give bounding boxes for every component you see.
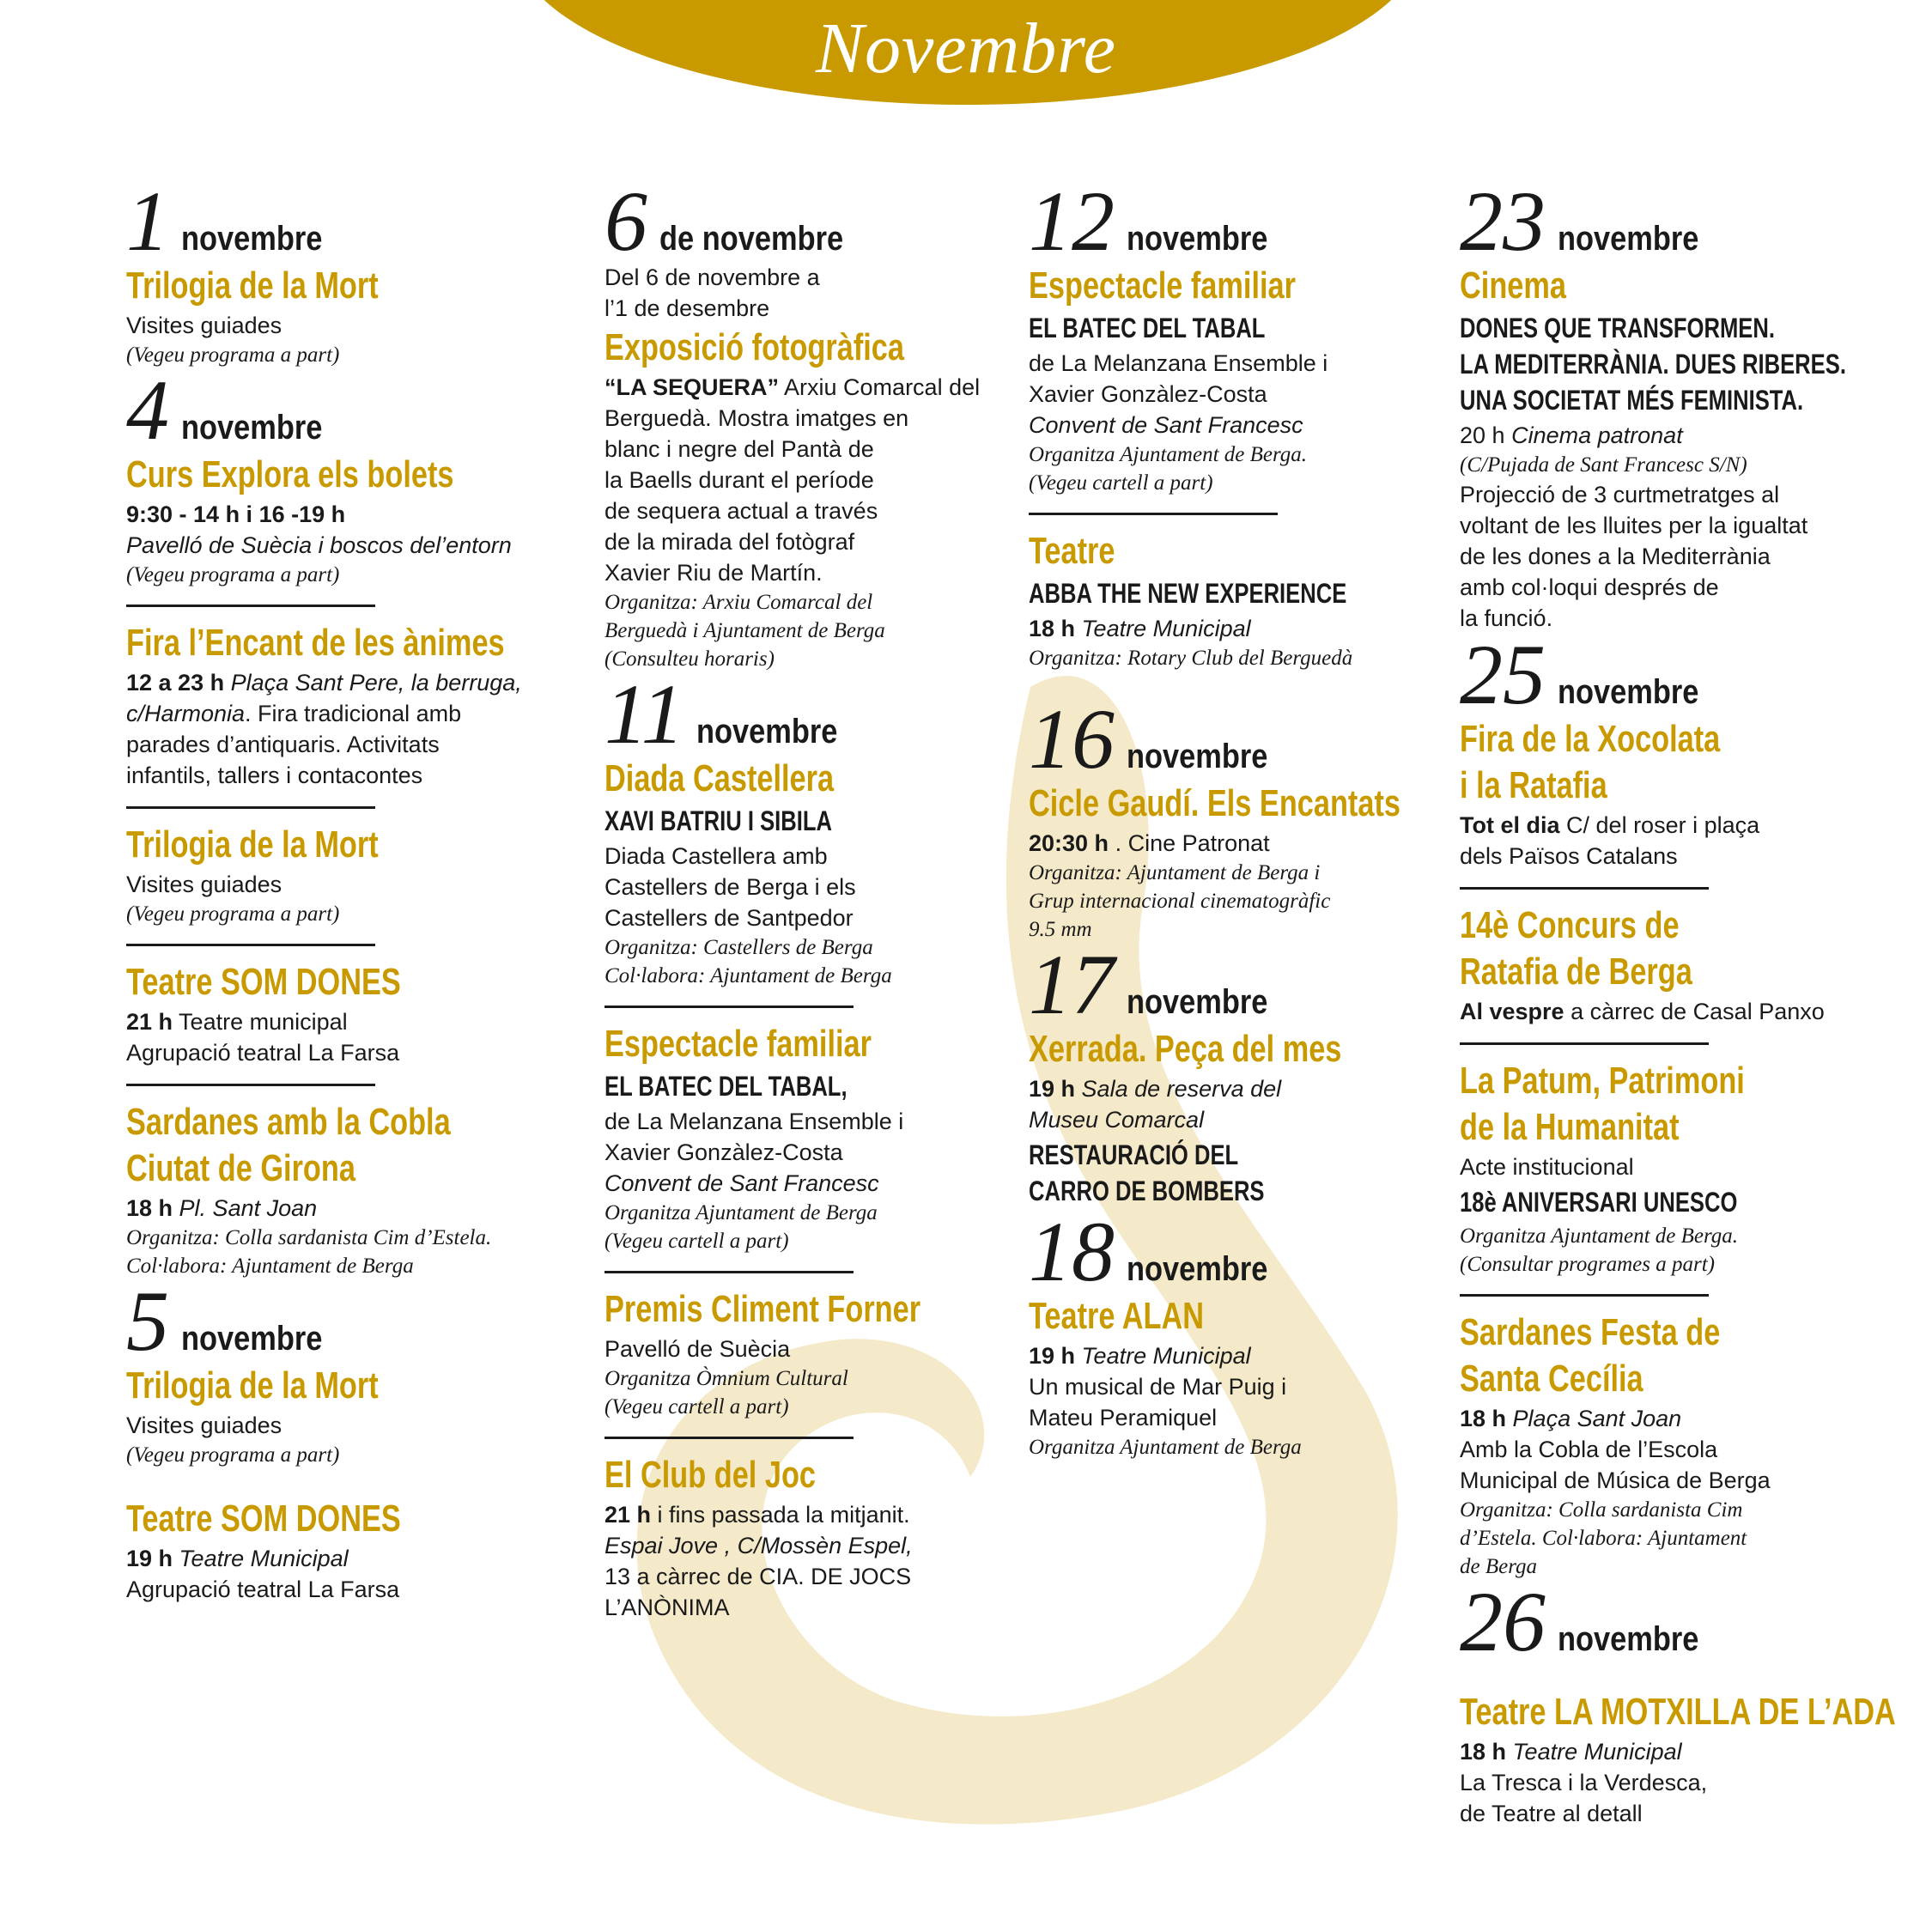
- venue-text: Espai Jove , C/Mossèn Espel,: [605, 1533, 913, 1558]
- event-note: Grup internacional cinematogràfic: [1029, 890, 1331, 913]
- event-subtitle: CARRO DE BOMBERS: [1029, 1176, 1265, 1206]
- event-note: (C/Pujada de Sant Francesc S/N): [1460, 453, 1747, 477]
- divider: [605, 1437, 854, 1439]
- event-title: Ratafia de Berga: [1460, 951, 1692, 993]
- date-number: 12: [1029, 173, 1115, 269]
- event-date: [1029, 937, 1406, 1032]
- date-number: 16: [1029, 691, 1115, 787]
- event-title: Trilogia de la Mort: [126, 1364, 379, 1406]
- date-month: novembre: [181, 409, 323, 447]
- column-1: [126, 173, 538, 1605]
- event-detail: Xavier Gonzàlez-Costa: [1029, 381, 1267, 407]
- event-title: Teatre SOM DONES: [126, 961, 401, 1003]
- event-title: Ciutat de Girona: [126, 1147, 355, 1189]
- event-title: Exposició fotogràfica: [605, 326, 904, 368]
- date-month: de novembre: [659, 220, 844, 258]
- event-detail-mixed: [1029, 1073, 1406, 1104]
- event-detail: voltant de les lluites per la igualtat: [1460, 513, 1808, 538]
- event-detail-mixed: [1460, 420, 1906, 451]
- event-date: [126, 362, 538, 458]
- event-date: [605, 666, 999, 762]
- event-detail: Visites guiades: [126, 1413, 283, 1438]
- bold-part: 19 h: [126, 1546, 173, 1571]
- italic-part: Sala de reserva del: [1081, 1076, 1282, 1102]
- event-note: d’Estela. Col·labora: Ajuntament: [1460, 1527, 1747, 1550]
- divider: [1460, 1294, 1709, 1297]
- bold-part: 21 h: [126, 1009, 173, 1035]
- date-month: novembre: [1127, 738, 1268, 775]
- event-detail: Projecció de 3 curtmetratges al: [1460, 482, 1780, 507]
- event-venue: [605, 1168, 999, 1199]
- event-title: de la Humanitat: [1460, 1106, 1680, 1148]
- event-detail: Visites guiades: [126, 872, 283, 897]
- divider: [1460, 887, 1709, 890]
- event-detail-mixed: [126, 1006, 538, 1037]
- date-month: novembre: [181, 220, 323, 258]
- bold-part: 18 h: [126, 1195, 173, 1221]
- text-part: Teatre municipal: [179, 1009, 348, 1035]
- event-venue: [126, 530, 538, 561]
- event-title: Premis Climent Forner: [605, 1288, 921, 1330]
- event-detail: amb col·loqui després de: [1460, 574, 1719, 600]
- page-title: Novembre: [815, 9, 1117, 88]
- event-date: [1460, 1574, 1906, 1669]
- text-part: 20 h: [1460, 422, 1505, 448]
- event-note: (Vegeu cartell a part): [605, 1230, 789, 1253]
- date-number: 26: [1460, 1574, 1546, 1669]
- divider: [126, 944, 375, 946]
- venue-text: Convent de Sant Francesc: [1029, 412, 1303, 438]
- divider: [605, 1271, 854, 1273]
- event-detail-mixed: [126, 1543, 538, 1574]
- event-note: Organitza Ajuntament de Berga: [1029, 1436, 1302, 1459]
- event-note: Organitza: Colla sardanista Cim d’Estela.: [126, 1226, 492, 1249]
- event-title: Xerrada. Peça del mes: [1029, 1028, 1342, 1070]
- event-detail: parades d’antiquaris. Activitats: [126, 732, 440, 757]
- time-text: 9:30 - 14 h i 16 -19 h: [126, 501, 346, 527]
- event-date: [1029, 1204, 1406, 1299]
- event-detail-mixed: [605, 1499, 999, 1530]
- event-detail: de la mirada del fotògraf: [605, 529, 855, 555]
- divider: [126, 605, 375, 607]
- bold-part: 18 h: [1460, 1739, 1507, 1765]
- event-note: (Consultar programes a part): [1460, 1253, 1716, 1276]
- event-note: Organitza: Arxiu Comarcal del: [605, 591, 873, 614]
- event-note: Col·labora: Ajuntament de Berga: [605, 964, 892, 987]
- event-subtitle: XAVI BATRIU I SIBILA: [605, 805, 833, 836]
- divider: [126, 1084, 375, 1086]
- event-note: Organitza Ajuntament de Berga.: [1029, 443, 1308, 466]
- event-detail-mixed: [1029, 828, 1406, 859]
- event-detail: Castellers de Santpedor: [605, 905, 854, 931]
- event-detail-mixed: [126, 667, 538, 698]
- event-title: i la Ratafia: [1460, 764, 1607, 806]
- bold-part: “LA SEQUERA”: [605, 374, 780, 400]
- event-date: [1029, 173, 1406, 269]
- event-title: Teatre LA MOTXILLA DE L’ADA: [1460, 1691, 1896, 1733]
- event-title: Sardanes Festa de: [1460, 1311, 1721, 1353]
- italic-part: Teatre Municipal: [1081, 616, 1251, 641]
- italic-part: Teatre Municipal: [179, 1546, 349, 1571]
- bold-part: 21 h: [605, 1502, 652, 1528]
- event-detail: Un musical de Mar Puig i: [1029, 1374, 1287, 1400]
- event-title: Espectacle familiar: [605, 1023, 872, 1065]
- event-detail-mixed: [1460, 810, 1906, 841]
- event-detail: Diada Castellera amb: [605, 843, 828, 869]
- event-title: Fira de la Xocolata: [1460, 718, 1721, 760]
- event-title: La Patum, Patrimoni: [1460, 1060, 1745, 1102]
- event-note: Organitza: Castellers de Berga: [605, 936, 873, 959]
- event-detail: 13 a càrrec de CIA. DE JOCS: [605, 1564, 912, 1589]
- event-note: (Vegeu programa a part): [126, 563, 340, 586]
- bold-part: Tot el dia: [1460, 812, 1560, 838]
- event-detail: de Teatre al detall: [1460, 1801, 1643, 1826]
- divider: [1029, 513, 1278, 515]
- bold-part: 18 h: [1029, 616, 1076, 641]
- event-detail-mixed: [605, 372, 999, 403]
- event-note: Organitza Ajuntament de Berga: [605, 1201, 878, 1224]
- event-note: Organitza Ajuntament de Berga.: [1460, 1224, 1739, 1248]
- bold-part: 12 a 23 h: [126, 670, 225, 696]
- date-month: novembre: [1127, 983, 1268, 1021]
- event-note: (Vegeu cartell a part): [1029, 471, 1213, 495]
- event-title: Espectacle familiar: [1029, 264, 1296, 307]
- event-time: [126, 499, 538, 530]
- event-note: Organitza: Rotary Club del Berguedà: [1029, 647, 1353, 670]
- divider: [605, 1005, 854, 1008]
- italic-part: Plaça Sant Pere, la berruga,: [230, 670, 522, 696]
- event-date: [126, 1273, 538, 1369]
- event-detail-mixed: [1460, 996, 1906, 1027]
- event-detail: Agrupació teatral La Farsa: [126, 1040, 400, 1066]
- event-title: Santa Cecília: [1460, 1358, 1643, 1400]
- divider: [1460, 1042, 1709, 1045]
- event-date: [605, 173, 999, 269]
- event-detail: la funció.: [1460, 605, 1553, 631]
- event-note: Col·labora: Ajuntament de Berga: [126, 1255, 414, 1278]
- text-part: Arxiu Comarcal del: [784, 374, 981, 400]
- event-title: Teatre ALAN: [1029, 1295, 1205, 1337]
- event-title: Fira l’Encant de les ànimes: [126, 622, 505, 664]
- event-detail-mixed: [126, 698, 538, 729]
- event-note: (Vegeu programa a part): [126, 1443, 340, 1467]
- date-number: 4: [126, 362, 169, 458]
- date-month: novembre: [1127, 1250, 1268, 1288]
- event-detail: Pavelló de Suècia: [605, 1336, 791, 1362]
- bold-part: 19 h: [1029, 1343, 1076, 1369]
- event-subtitle: ABBA THE NEW EXPERIENCE: [1029, 578, 1347, 609]
- event-detail: Mateu Peramiquel: [1029, 1405, 1218, 1431]
- spacer: [126, 1469, 538, 1495]
- event-detail: L’ANÒNIMA: [605, 1595, 730, 1620]
- event-subtitle: LA MEDITERRÀNIA. DUES RIBERES.: [1460, 349, 1846, 380]
- event-note: 9.5 mm: [1029, 918, 1092, 941]
- event-note: (Vegeu cartell a part): [605, 1395, 789, 1419]
- text-part: C/ del roser i plaça: [1566, 812, 1760, 838]
- date-number: 5: [126, 1273, 169, 1369]
- event-title: Teatre SOM DONES: [126, 1498, 401, 1540]
- bold-part: 20:30 h: [1029, 830, 1109, 856]
- column-2: [605, 173, 999, 1623]
- event-title: Sardanes amb la Cobla: [126, 1101, 451, 1143]
- event-venue: [1029, 410, 1406, 440]
- date-month: novembre: [181, 1320, 323, 1358]
- event-subtitle: RESTAURACIÓ DEL: [1029, 1139, 1239, 1170]
- text-part: . Fira tradicional amb: [245, 701, 462, 726]
- divider: [126, 806, 375, 809]
- date-month: novembre: [696, 713, 837, 750]
- event-detail: dels Països Catalans: [1460, 843, 1678, 869]
- event-detail-mixed: [1029, 613, 1406, 644]
- event-detail-mixed: [1029, 1340, 1406, 1371]
- event-note: de Berga: [1460, 1555, 1538, 1578]
- event-date: [126, 173, 538, 269]
- event-title: Teatre: [1029, 530, 1115, 572]
- event-detail: Xavier Gonzàlez-Costa: [605, 1139, 843, 1165]
- event-detail: blanc i negre del Pantà de: [605, 436, 874, 462]
- italic-part: Pl. Sant Joan: [179, 1195, 318, 1221]
- event-note: (Vegeu programa a part): [126, 902, 340, 926]
- event-detail: de les dones a la Mediterrània: [1460, 544, 1771, 569]
- event-title: El Club del Joc: [605, 1454, 817, 1496]
- event-detail: la Baells durant el període: [605, 467, 874, 493]
- event-note: Organitza Òmnium Cultural: [605, 1367, 848, 1390]
- italic-part: Teatre Municipal: [1081, 1343, 1251, 1369]
- event-detail-mixed: [126, 1193, 538, 1224]
- event-detail: Amb la Cobla de l’Escola: [1460, 1437, 1718, 1462]
- bold-part: Al vespre: [1460, 999, 1564, 1024]
- italic-part: Plaça Sant Joan: [1512, 1406, 1682, 1431]
- event-title: Trilogia de la Mort: [126, 823, 379, 866]
- event-title: 14è Concurs de: [1460, 904, 1680, 946]
- event-date: [1460, 173, 1906, 269]
- date-month: novembre: [1127, 220, 1268, 258]
- date-number: 11: [605, 666, 684, 762]
- event-subtitle: UNA SOCIETAT MÉS FEMINISTA.: [1460, 385, 1804, 416]
- bold-part: 18 h: [1460, 1406, 1507, 1431]
- event-detail: Municipal de Música de Berga: [1460, 1467, 1771, 1493]
- event-detail-mixed: [1460, 1403, 1906, 1434]
- italic-part: Cinema patronat: [1511, 422, 1683, 448]
- event-note: Organitza: Ajuntament de Berga i: [1029, 861, 1321, 884]
- event-title: Curs Explora els bolets: [126, 453, 454, 495]
- text-part: . Cine Patronat: [1115, 830, 1270, 856]
- text-part: a càrrec de Casal Panxo: [1571, 999, 1825, 1024]
- event-note: Berguedà i Ajuntament de Berga: [605, 619, 885, 642]
- event-detail: Visites guiades: [126, 313, 283, 338]
- event-date: [1029, 691, 1406, 787]
- event-detail: La Tresca i la Verdesca,: [1460, 1770, 1708, 1795]
- event-detail-mixed: [1460, 1736, 1906, 1767]
- date-number: 17: [1029, 937, 1115, 1032]
- bold-part: 19 h: [1029, 1076, 1076, 1102]
- event-detail: l’1 de desembre: [605, 295, 770, 321]
- event-detail: Xavier Riu de Martín.: [605, 560, 823, 586]
- date-number: 25: [1460, 627, 1546, 722]
- event-subtitle: EL BATEC DEL TABAL: [1029, 313, 1266, 343]
- italic-part: c/Harmonia: [126, 701, 246, 726]
- event-subtitle: 18è ANIVERSARI UNESCO: [1460, 1187, 1738, 1218]
- venue-text: Museu Comarcal: [1029, 1107, 1205, 1133]
- date-number: 6: [605, 173, 647, 269]
- event-venue: [605, 1530, 999, 1561]
- event-title: Cinema: [1460, 264, 1566, 307]
- column-4: [1460, 173, 1906, 1829]
- event-detail: de La Melanzana Ensemble i: [605, 1109, 904, 1134]
- event-venue: [1029, 1104, 1406, 1135]
- date-month: novembre: [1558, 1620, 1699, 1658]
- event-detail: Berguedà. Mostra imatges en: [605, 405, 909, 431]
- event-detail: de La Melanzana Ensemble i: [1029, 350, 1328, 376]
- venue-text: Pavelló de Suècia i boscos del’entorn: [126, 532, 512, 558]
- event-title: Diada Castellera: [605, 757, 835, 799]
- event-title: Trilogia de la Mort: [126, 264, 379, 307]
- italic-part: Teatre Municipal: [1512, 1739, 1682, 1765]
- date-number: 1: [126, 173, 169, 269]
- event-subtitle: EL BATEC DEL TABAL,: [605, 1071, 848, 1102]
- event-detail: Castellers de Berga i els: [605, 874, 856, 900]
- event-detail: de sequera actual a través: [605, 498, 878, 524]
- date-number: 18: [1029, 1204, 1115, 1299]
- event-note: (Consulteu horaris): [605, 647, 775, 671]
- text-part: i fins passada la mitjanit.: [657, 1502, 910, 1528]
- event-note: Organitza: Colla sardanista Cim: [1460, 1498, 1743, 1522]
- event-title: Cicle Gaudí. Els Encantats: [1029, 782, 1400, 824]
- venue-text: Convent de Sant Francesc: [605, 1170, 879, 1196]
- event-detail: Agrupació teatral La Farsa: [126, 1577, 400, 1602]
- event-subtitle: DONES QUE TRANSFORMEN.: [1460, 313, 1775, 343]
- event-note: (Vegeu programa a part): [126, 343, 340, 367]
- event-detail: Del 6 de novembre a: [605, 264, 820, 290]
- event-detail: infantils, tallers i contacontes: [126, 762, 423, 788]
- date-month: novembre: [1558, 673, 1699, 711]
- column-3: [1029, 173, 1406, 1461]
- event-date: [1460, 627, 1906, 722]
- date-number: 23: [1460, 173, 1546, 269]
- event-detail: Acte institucional: [1460, 1154, 1634, 1180]
- date-month: novembre: [1558, 220, 1699, 258]
